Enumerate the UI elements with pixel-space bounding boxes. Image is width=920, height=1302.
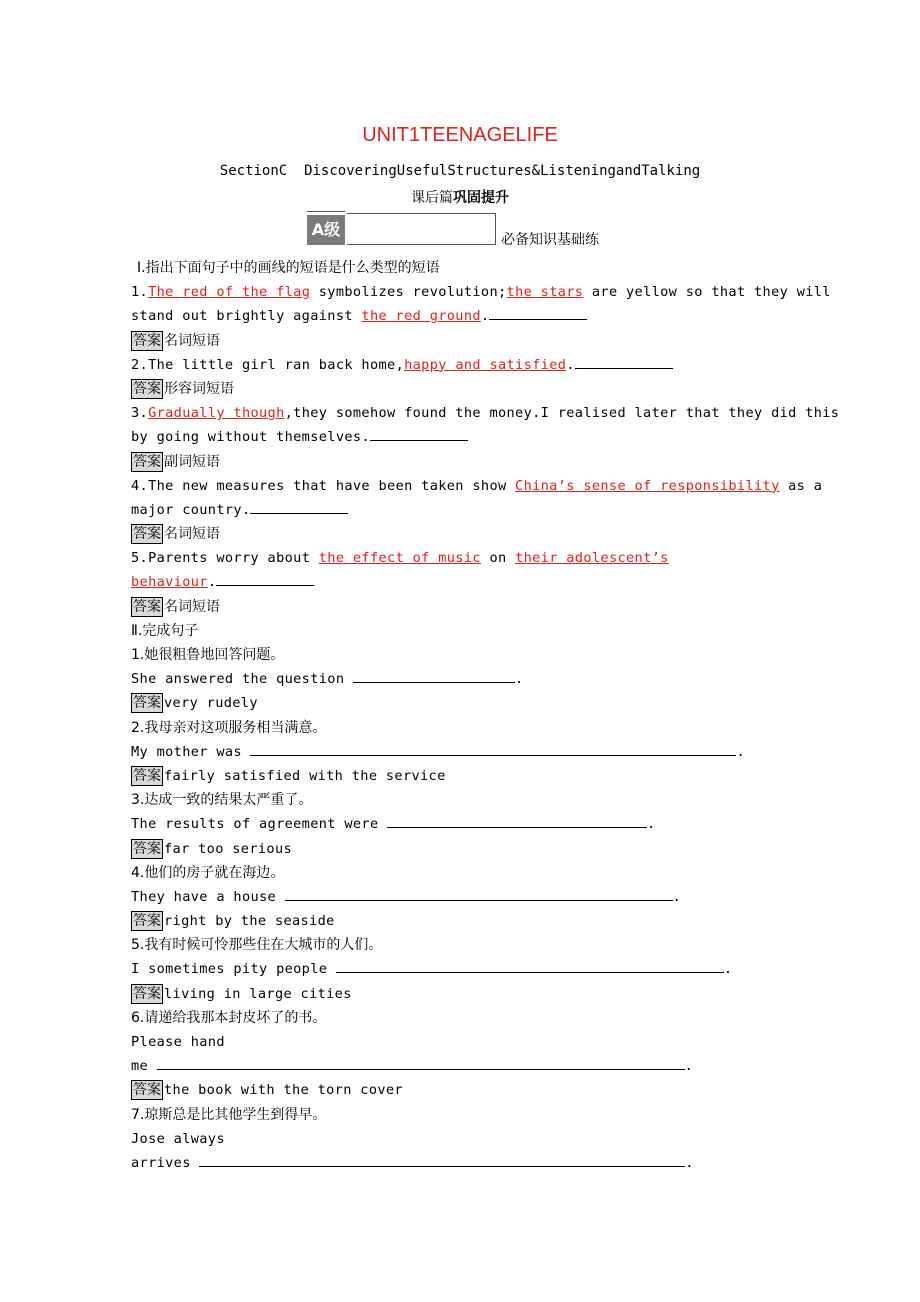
sentence-6-english-line-2: me . xyxy=(131,1054,791,1078)
unit-title: UNIT1TEENAGELIFE xyxy=(362,124,558,146)
answer-blank[interactable] xyxy=(250,741,736,756)
sentence-4-chinese: 4.他们的房子就在海边。 xyxy=(131,864,285,881)
answer-row xyxy=(131,691,791,715)
answer-label: 答案 xyxy=(133,526,161,543)
answer-label: 答案 xyxy=(133,1082,161,1099)
answer-text: 名词短语 xyxy=(164,526,220,543)
answer-blank[interactable] xyxy=(250,499,348,514)
answer-row xyxy=(131,377,791,401)
answer-label: 答案 xyxy=(133,985,161,1002)
answer-blank[interactable] xyxy=(353,668,515,683)
answer-row xyxy=(131,595,791,619)
question-1-line-2: stand out brightly against the red ground. xyxy=(131,304,791,328)
question-4-line-2: major country. xyxy=(131,498,791,522)
sentence-1-english: She answered the question . xyxy=(131,667,791,691)
answer-text: the book with the torn cover xyxy=(164,1082,403,1099)
answer-blank[interactable] xyxy=(575,354,673,369)
question-5-line-2: behaviour. xyxy=(131,570,791,594)
answer-label: 答案 xyxy=(133,695,161,712)
sentence-2-english: My mother was . xyxy=(131,740,791,764)
answer-label: 答案 xyxy=(133,598,161,615)
exercise-content xyxy=(131,256,840,1175)
answer-text: 名词短语 xyxy=(164,598,220,615)
answer-text: 名词短语 xyxy=(164,332,220,349)
answer-text: fairly satisfied with the service xyxy=(164,767,446,784)
phrase-underline: China’s sense of responsibility xyxy=(515,477,780,494)
sentence-7-english-line-2: arrives . xyxy=(131,1151,791,1175)
phrase-underline: happy and satisfied xyxy=(404,356,567,373)
section-title: SectionC DiscoveringUsefulStructures&ListeningandTalking xyxy=(219,163,701,179)
sentence-2-chinese: 2.我母亲对这项服务相当满意。 xyxy=(131,719,327,736)
phrase-underline: the effect of music xyxy=(318,550,481,567)
question-2-line-1: 2.The little girl ran back home,happy and satisfied. xyxy=(131,353,791,377)
sentence-5-english: I sometimes pity people . xyxy=(131,957,791,981)
sentence-7-chinese: 7.琼斯总是比其他学生到得早。 xyxy=(131,1106,327,1123)
sentence-3-english: The results of agreement were . xyxy=(131,812,791,836)
phrase-underline: the stars xyxy=(506,284,584,301)
phrase-underline: the red ground xyxy=(361,308,481,325)
answer-blank[interactable] xyxy=(285,886,673,901)
sentence-4-english: They have a house . xyxy=(131,885,791,909)
answer-row xyxy=(131,837,791,861)
level-tag: A级 xyxy=(307,215,345,245)
answer-blank[interactable] xyxy=(216,571,314,586)
answer-row xyxy=(131,909,791,933)
answer-label: 答案 xyxy=(133,332,161,349)
subtitle-prefix: 课后篇 xyxy=(411,190,453,206)
part1-heading: Ⅰ.指出下面句子中的画线的短语是什么类型的短语 xyxy=(137,260,440,276)
answer-label: 答案 xyxy=(133,913,161,930)
part2-heading: Ⅱ.完成句子 xyxy=(131,622,199,639)
phrase-underline: The red of the flag xyxy=(148,284,311,301)
section-subtitle xyxy=(0,187,920,207)
answer-row xyxy=(131,764,791,788)
answer-blank[interactable] xyxy=(157,1055,685,1070)
answer-text: living in large cities xyxy=(164,985,352,1002)
question-3-line-1: 3.Gradually though,they somehow found the money.I realised later that they did this xyxy=(131,405,840,422)
level-text: 必备知识基础练 xyxy=(501,232,599,248)
sentence-6-english-line-1: Please hand xyxy=(131,1034,225,1050)
answer-text: right by the seaside xyxy=(164,913,335,930)
answer-row xyxy=(131,329,791,353)
answer-blank[interactable] xyxy=(336,958,724,973)
answer-row xyxy=(131,982,791,1006)
question-1-line-1: 1.The red of the flag symbolizes revolution;the stars are yellow so that they will xyxy=(131,284,831,301)
sentence-1-chinese: 1.她很粗鲁地回答问题。 xyxy=(131,647,285,663)
sentence-6-chinese: 6.请递给我那本封皮坏了的书。 xyxy=(131,1009,327,1026)
answer-blank[interactable] xyxy=(489,305,587,320)
sentence-3-chinese: 3.达成一致的结果太严重了。 xyxy=(131,792,313,809)
question-4-line-1: 4.The new measures that have been taken show China’s sense of responsibility as a xyxy=(131,477,823,494)
answer-blank[interactable] xyxy=(199,1152,685,1167)
answer-text: 副词短语 xyxy=(164,453,220,470)
answer-blank[interactable] xyxy=(387,813,647,828)
answer-text: very rudely xyxy=(164,695,258,712)
answer-text: 形容词短语 xyxy=(164,380,234,397)
question-5-line-1: 5.Parents worry about the effect of music on their adolescent’s xyxy=(131,550,669,567)
answer-label: 答案 xyxy=(133,767,161,784)
answer-text: far too serious xyxy=(164,840,293,857)
phrase-underline: Gradually though xyxy=(148,405,285,422)
answer-label: 答案 xyxy=(133,380,161,397)
level-box xyxy=(347,213,496,245)
sentence-7-english-line-1: Jose always xyxy=(131,1130,225,1147)
answer-row xyxy=(131,450,791,474)
sentence-5-chinese: 5.我有时候可怜那些住在大城市的人们。 xyxy=(131,937,383,954)
answer-row xyxy=(131,522,791,546)
answer-label: 答案 xyxy=(133,840,161,857)
answer-blank[interactable] xyxy=(370,426,468,441)
answer-label: 答案 xyxy=(133,453,161,470)
answer-row xyxy=(131,1078,791,1102)
subtitle-bold: 巩固提升 xyxy=(453,190,509,206)
question-3-line-2: by going without themselves. xyxy=(131,425,791,449)
phrase-underline: their adolescent’s xyxy=(515,550,669,567)
phrase-underline: behaviour xyxy=(131,574,208,591)
